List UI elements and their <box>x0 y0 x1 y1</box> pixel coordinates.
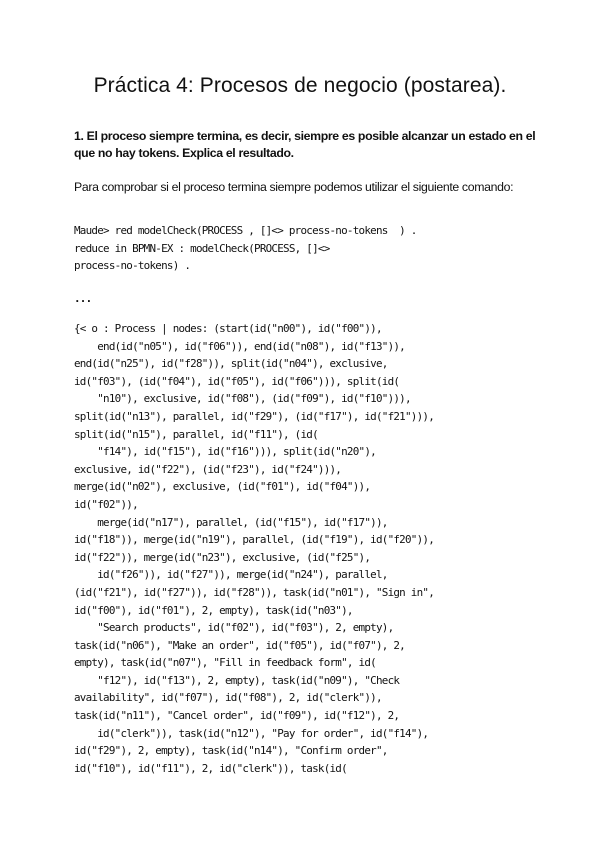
code-line: end(id("n25"), id("f28")), split(id("n04"), exclusive, <box>74 357 388 371</box>
code-line: exclusive, id("f22"), (id("f23"), id("f24"))), <box>74 462 342 476</box>
code-line: availability", id("f07"), id("f08"), 2, id("clerk")), <box>74 691 382 705</box>
code-line: id("f00"), id("f01"), 2, empty), task(id("n03"), <box>74 603 353 617</box>
code-line: "f12"), id("f13"), 2, empty), task(id("n09"), "Check <box>74 673 400 687</box>
code-line: id("f29"), 2, empty), task(id("n14"), "Confirm order", <box>74 744 388 758</box>
page-title: Práctica 4: Procesos de negocio (postarea). <box>93 74 507 97</box>
code-line: "f14"), id("f15"), id("f16"))), split(id("n20"), <box>74 445 376 459</box>
code-line: id("clerk")), task(id("n12"), "Pay for order", id("f14"), <box>74 726 429 740</box>
code-line: id("f03"), (id("f04"), id("f05"), id("f06"))), split(id( <box>74 374 400 388</box>
code-line: id("f10"), id("f11"), 2, id("clerk")), task(id( <box>74 761 347 775</box>
code-line: id("f26")), id("f27")), merge(id("n24"), parallel, <box>74 568 388 582</box>
code-line: "n10"), exclusive, id("f08"), (id("f09"), id("f10"))), <box>74 392 411 406</box>
code-line: empty), task(id("n07"), "Fill in feedback form", id( <box>74 656 376 670</box>
code-line: merge(id("n17"), parallel, (id("f15"), id("f17")), <box>74 515 388 529</box>
code-line: id("f02")), <box>74 497 138 511</box>
question-heading: 1. El proceso siempre termina, es decir, siempre es posible alcanzar un estado en el que no hay tokens. Explica el resultado. <box>74 129 536 160</box>
code-line: Maude> red modelCheck(PROCESS , []<> process-no-tokens ) . <box>74 224 417 237</box>
code-line: split(id("n15"), parallel, id("f11"), (id( <box>74 427 318 441</box>
code-line: process-no-tokens) . <box>74 259 191 273</box>
code-line: (id("f21"), id("f27")), id("f28")), task(id("n01"), "Sign in", <box>74 585 435 599</box>
code-line: id("f18")), merge(id("n19"), parallel, (id("f19"), id("f20")), <box>74 533 435 547</box>
code-line: task(id("n11"), "Cancel order", id("f09"), id("f12"), 2, <box>74 709 400 723</box>
ellipsis: ... <box>74 292 92 305</box>
maude-command-block <box>74 222 417 275</box>
intro-paragraph: Para comprobar si el proceso termina siempre podemos utilizar el siguiente comando: <box>74 180 514 194</box>
model-check-result-block <box>74 320 434 777</box>
code-line: split(id("n13"), parallel, id("f29"), (id("f17"), id("f21"))), <box>74 409 435 423</box>
code-line: "Search products", id("f02"), id("f03"), 2, empty), <box>74 621 394 635</box>
code-line: {< o : Process | nodes: (start(id("n00"), id("f00")), <box>74 322 382 335</box>
code-line: merge(id("n02"), exclusive, (id("f01"), id("f04")), <box>74 480 371 494</box>
code-line: id("f22")), merge(id("n23"), exclusive, (id("f25"), <box>74 550 371 564</box>
code-line: end(id("n05"), id("f06")), end(id("n08"), id("f13")), <box>74 339 405 353</box>
code-line: task(id("n06"), "Make an order", id("f05"), id("f07"), 2, <box>74 638 405 652</box>
code-line: reduce in BPMN-EX : modelCheck(PROCESS, []<> <box>74 241 330 255</box>
